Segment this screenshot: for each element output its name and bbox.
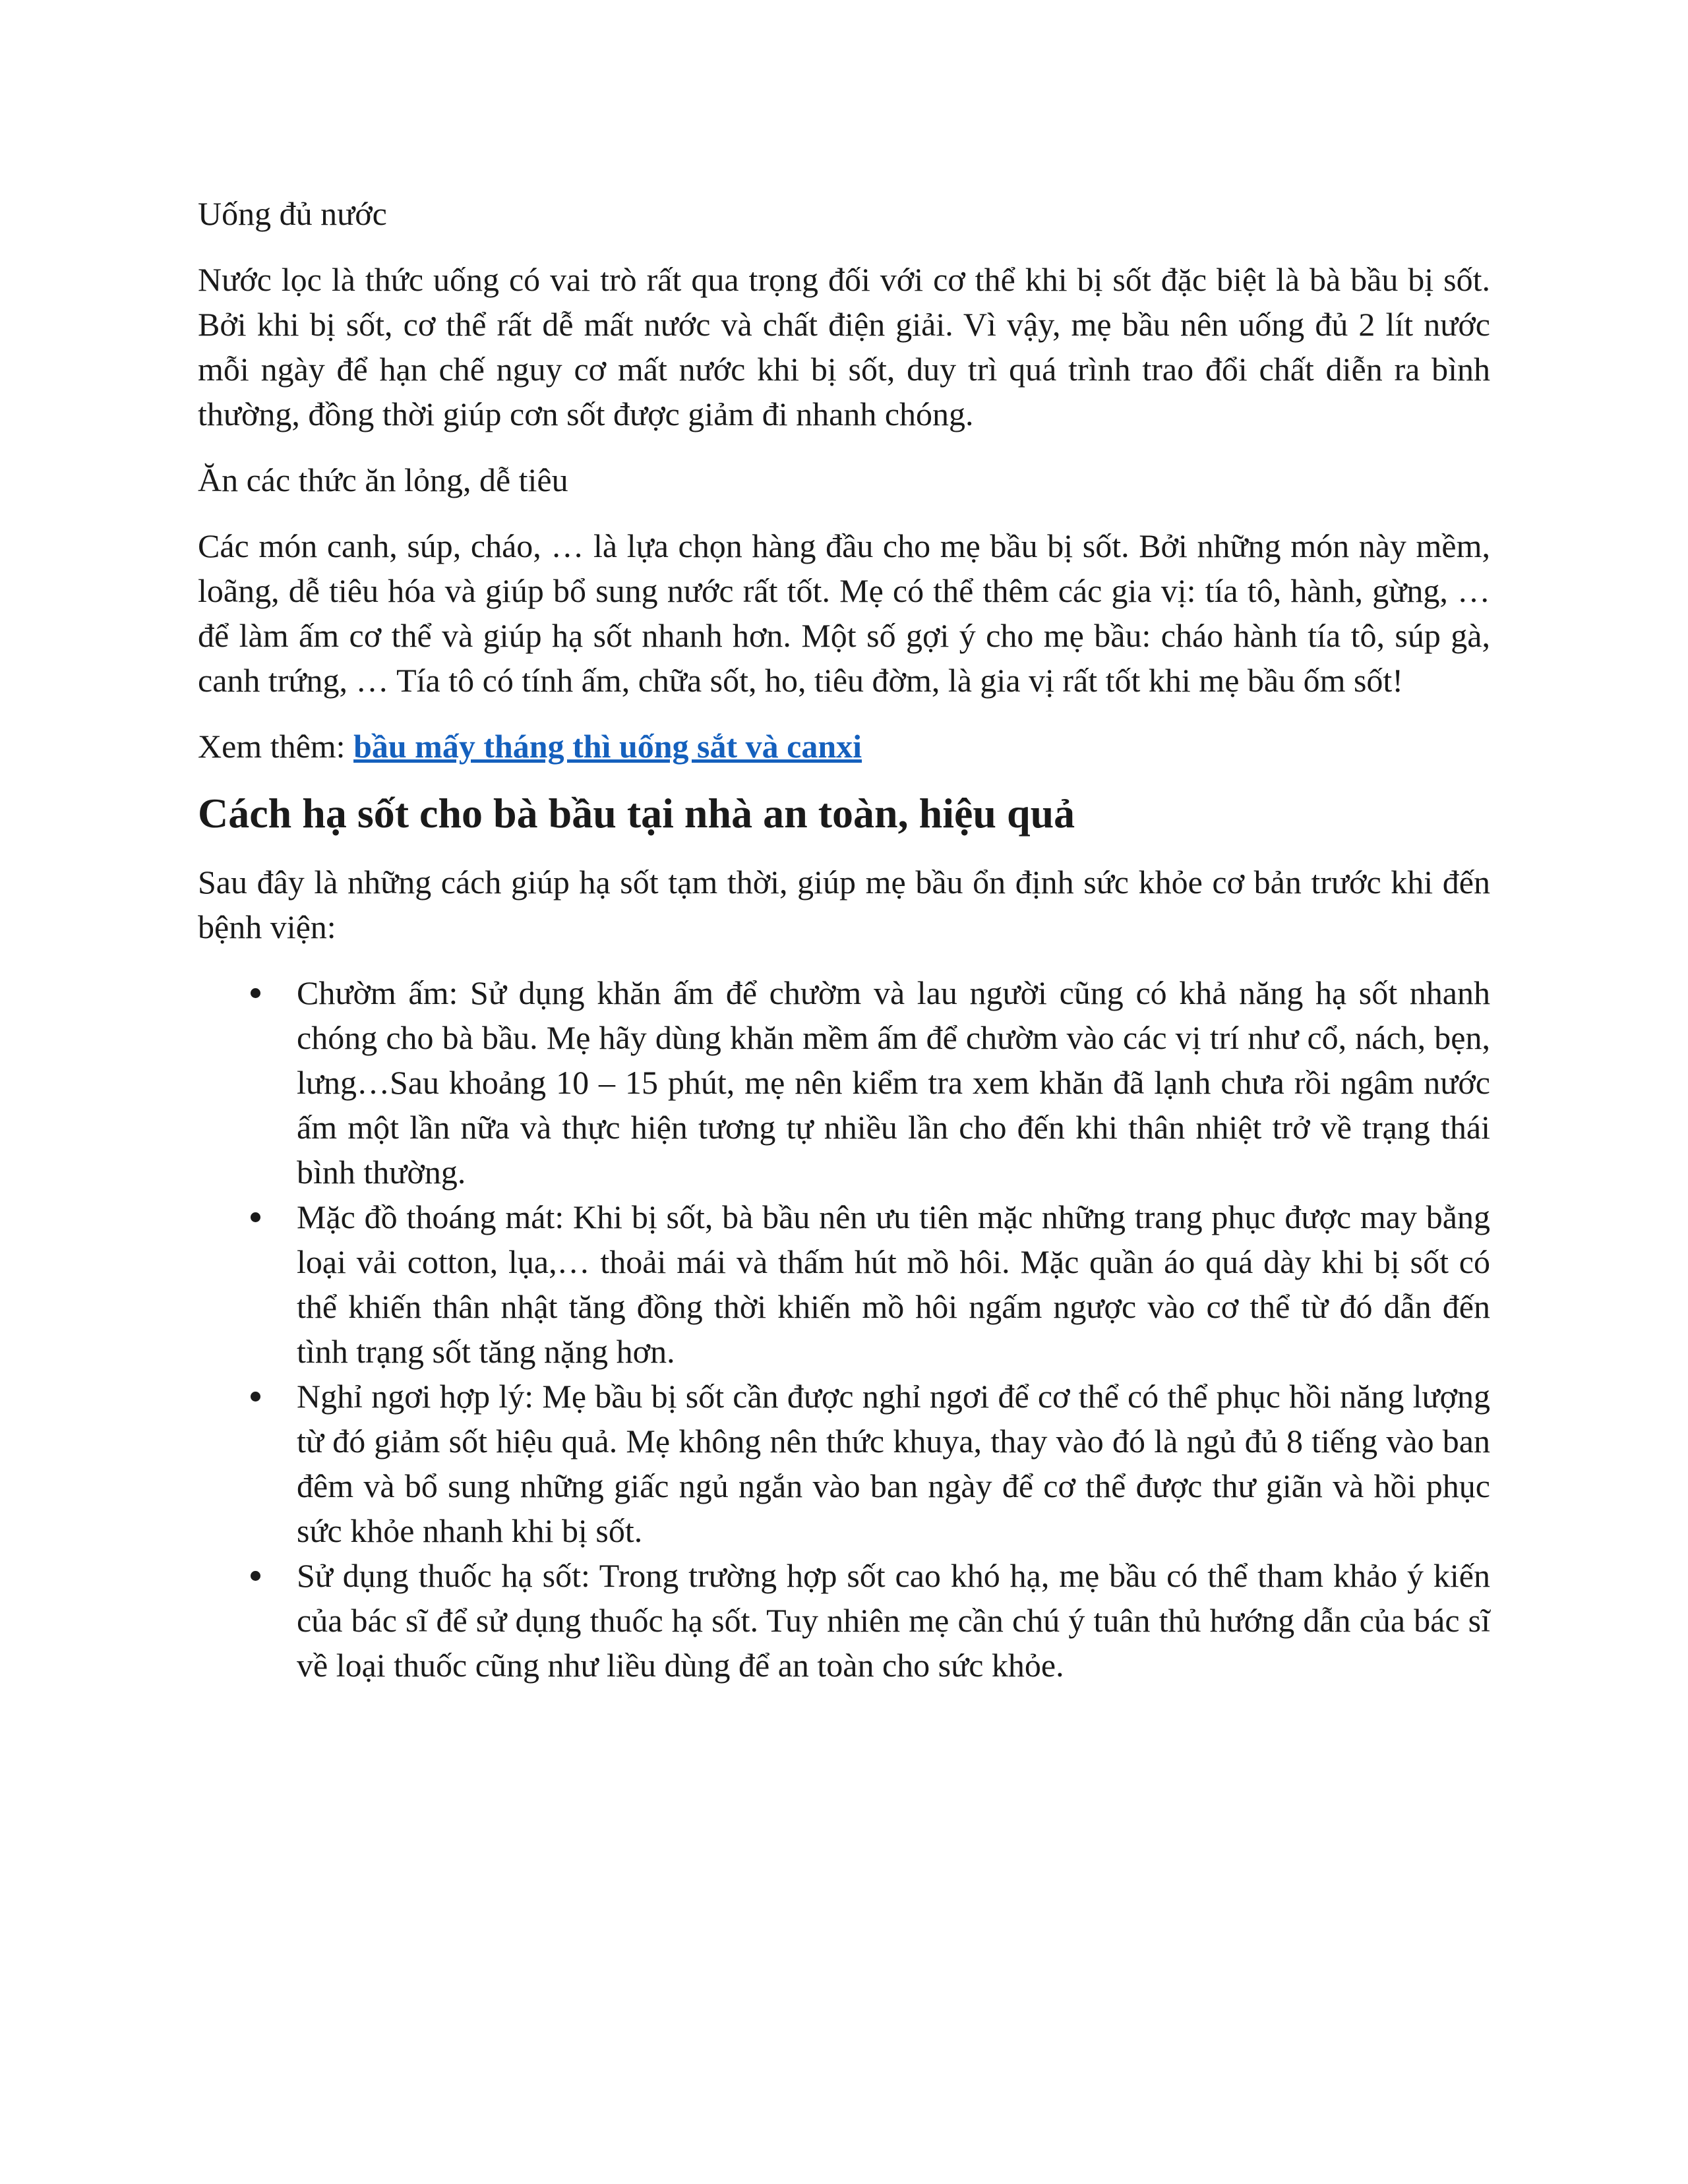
see-more-line [198, 724, 1490, 769]
list-item [198, 1195, 1490, 1374]
intro-paragraph: Sau đây là những cách giúp hạ sốt tạm thời, giúp mẹ bầu ổn định sức khỏe cơ bản trước khi đến bệnh viện: [198, 864, 1490, 945]
list-item-text: Sử dụng thuốc hạ sốt: Trong trường hợp sốt cao khó hạ, mẹ bầu có thể tham khảo ý kiến của bác sĩ để sử dụng thuốc hạ sốt. Tuy nhiên mẹ cần chú ý tuân thủ hướng dẫn của bác sĩ về loại thuốc cũng như liều dùng để an toàn cho sức khỏe. [297, 1557, 1490, 1684]
subheading-soft-food: Ăn các thức ăn lỏng, dễ tiêu [198, 461, 568, 498]
bullet-icon [251, 1212, 260, 1222]
bullet-icon [251, 1392, 260, 1402]
see-more-label: Xem thêm: [198, 728, 354, 765]
list-item [198, 970, 1490, 1195]
section-heading: Cách hạ sốt cho bà bầu tại nhà an toàn, hiệu quả [198, 790, 1075, 837]
list-item-text: Chườm ấm: Sử dụng khăn ấm để chườm và lau người cũng có khả năng hạ sốt nhanh chóng cho bà bầu. Mẹ hãy dùng khăn mềm ấm để chườm vào các vị trí như cổ, nách, bẹn, lưng…Sau khoảng 10 – 15 phút, mẹ nên kiểm tra xem khăn đã lạnh chưa rồi ngâm nước ấm một lần nữa và thực hiện tương tự nhiều lần cho đến khi thân nhiệt trở về trạng thái bình thường. [297, 974, 1490, 1191]
bullet-icon [251, 988, 260, 998]
list-item [198, 1553, 1490, 1688]
see-more-link[interactable]: bầu mấy tháng thì uống sắt và canxi [353, 728, 862, 765]
list-item-text: Nghỉ ngơi hợp lý: Mẹ bầu bị sốt cần được nghỉ ngơi để cơ thể có thể phục hồi năng lượng từ đó giảm sốt hiệu quả. Mẹ không nên thức khuya, thay vào đó là ngủ đủ 8 tiếng vào ban đêm và bổ sung những giấc ngủ ngắn vào ban ngày để cơ thể được thư giãn và hồi phục sức khỏe nhanh khi bị sốt. [297, 1378, 1490, 1549]
subheading-drink-water: Uống đủ nước [198, 195, 387, 232]
paragraph-soft-food: Các món canh, súp, cháo, … là lựa chọn hàng đầu cho mẹ bầu bị sốt. Bởi những món này mềm, loãng, dễ tiêu hóa và giúp bổ sung nước rất tốt. Mẹ có thể thêm các gia vị: tía tô, hành, gừng, … để làm ấm cơ thể và giúp hạ sốt nhanh hơn. Một số gợi ý cho mẹ bầu: cháo hành tía tô, súp gà, canh trứng, … Tía tô có tính ấm, chữa sốt, ho, tiêu đờm, là gia vị rất tốt khi mẹ bầu ốm sốt! [198, 527, 1490, 699]
remedy-list [198, 970, 1490, 1688]
list-item [198, 1374, 1490, 1553]
list-item-text: Mặc đồ thoáng mát: Khi bị sốt, bà bầu nên ưu tiên mặc những trang phục được may bằng loại vải cotton, lụa,… thoải mái và thấm hút mồ hôi. Mặc quần áo quá dày khi bị sốt có thể khiến thân nhật tăng đồng thời khiến mồ hôi ngấm ngược vào cơ thể từ đó dẫn đến tình trạng sốt tăng nặng hơn. [297, 1198, 1490, 1370]
document-page [198, 191, 1490, 1688]
paragraph-drink-water: Nước lọc là thức uống có vai trò rất qua trọng đối với cơ thể khi bị sốt đặc biệt là bà bầu bị sốt. Bởi khi bị sốt, cơ thể rất dễ mất nước và chất điện giải. Vì vậy, mẹ bầu nên uống đủ 2 lít nước mỗi ngày để hạn chế nguy cơ mất nước khi bị sốt, duy trì quá trình trao đổi chất diễn ra bình thường, đồng thời giúp cơn sốt được giảm đi nhanh chóng. [198, 261, 1490, 432]
bullet-icon [251, 1571, 260, 1581]
